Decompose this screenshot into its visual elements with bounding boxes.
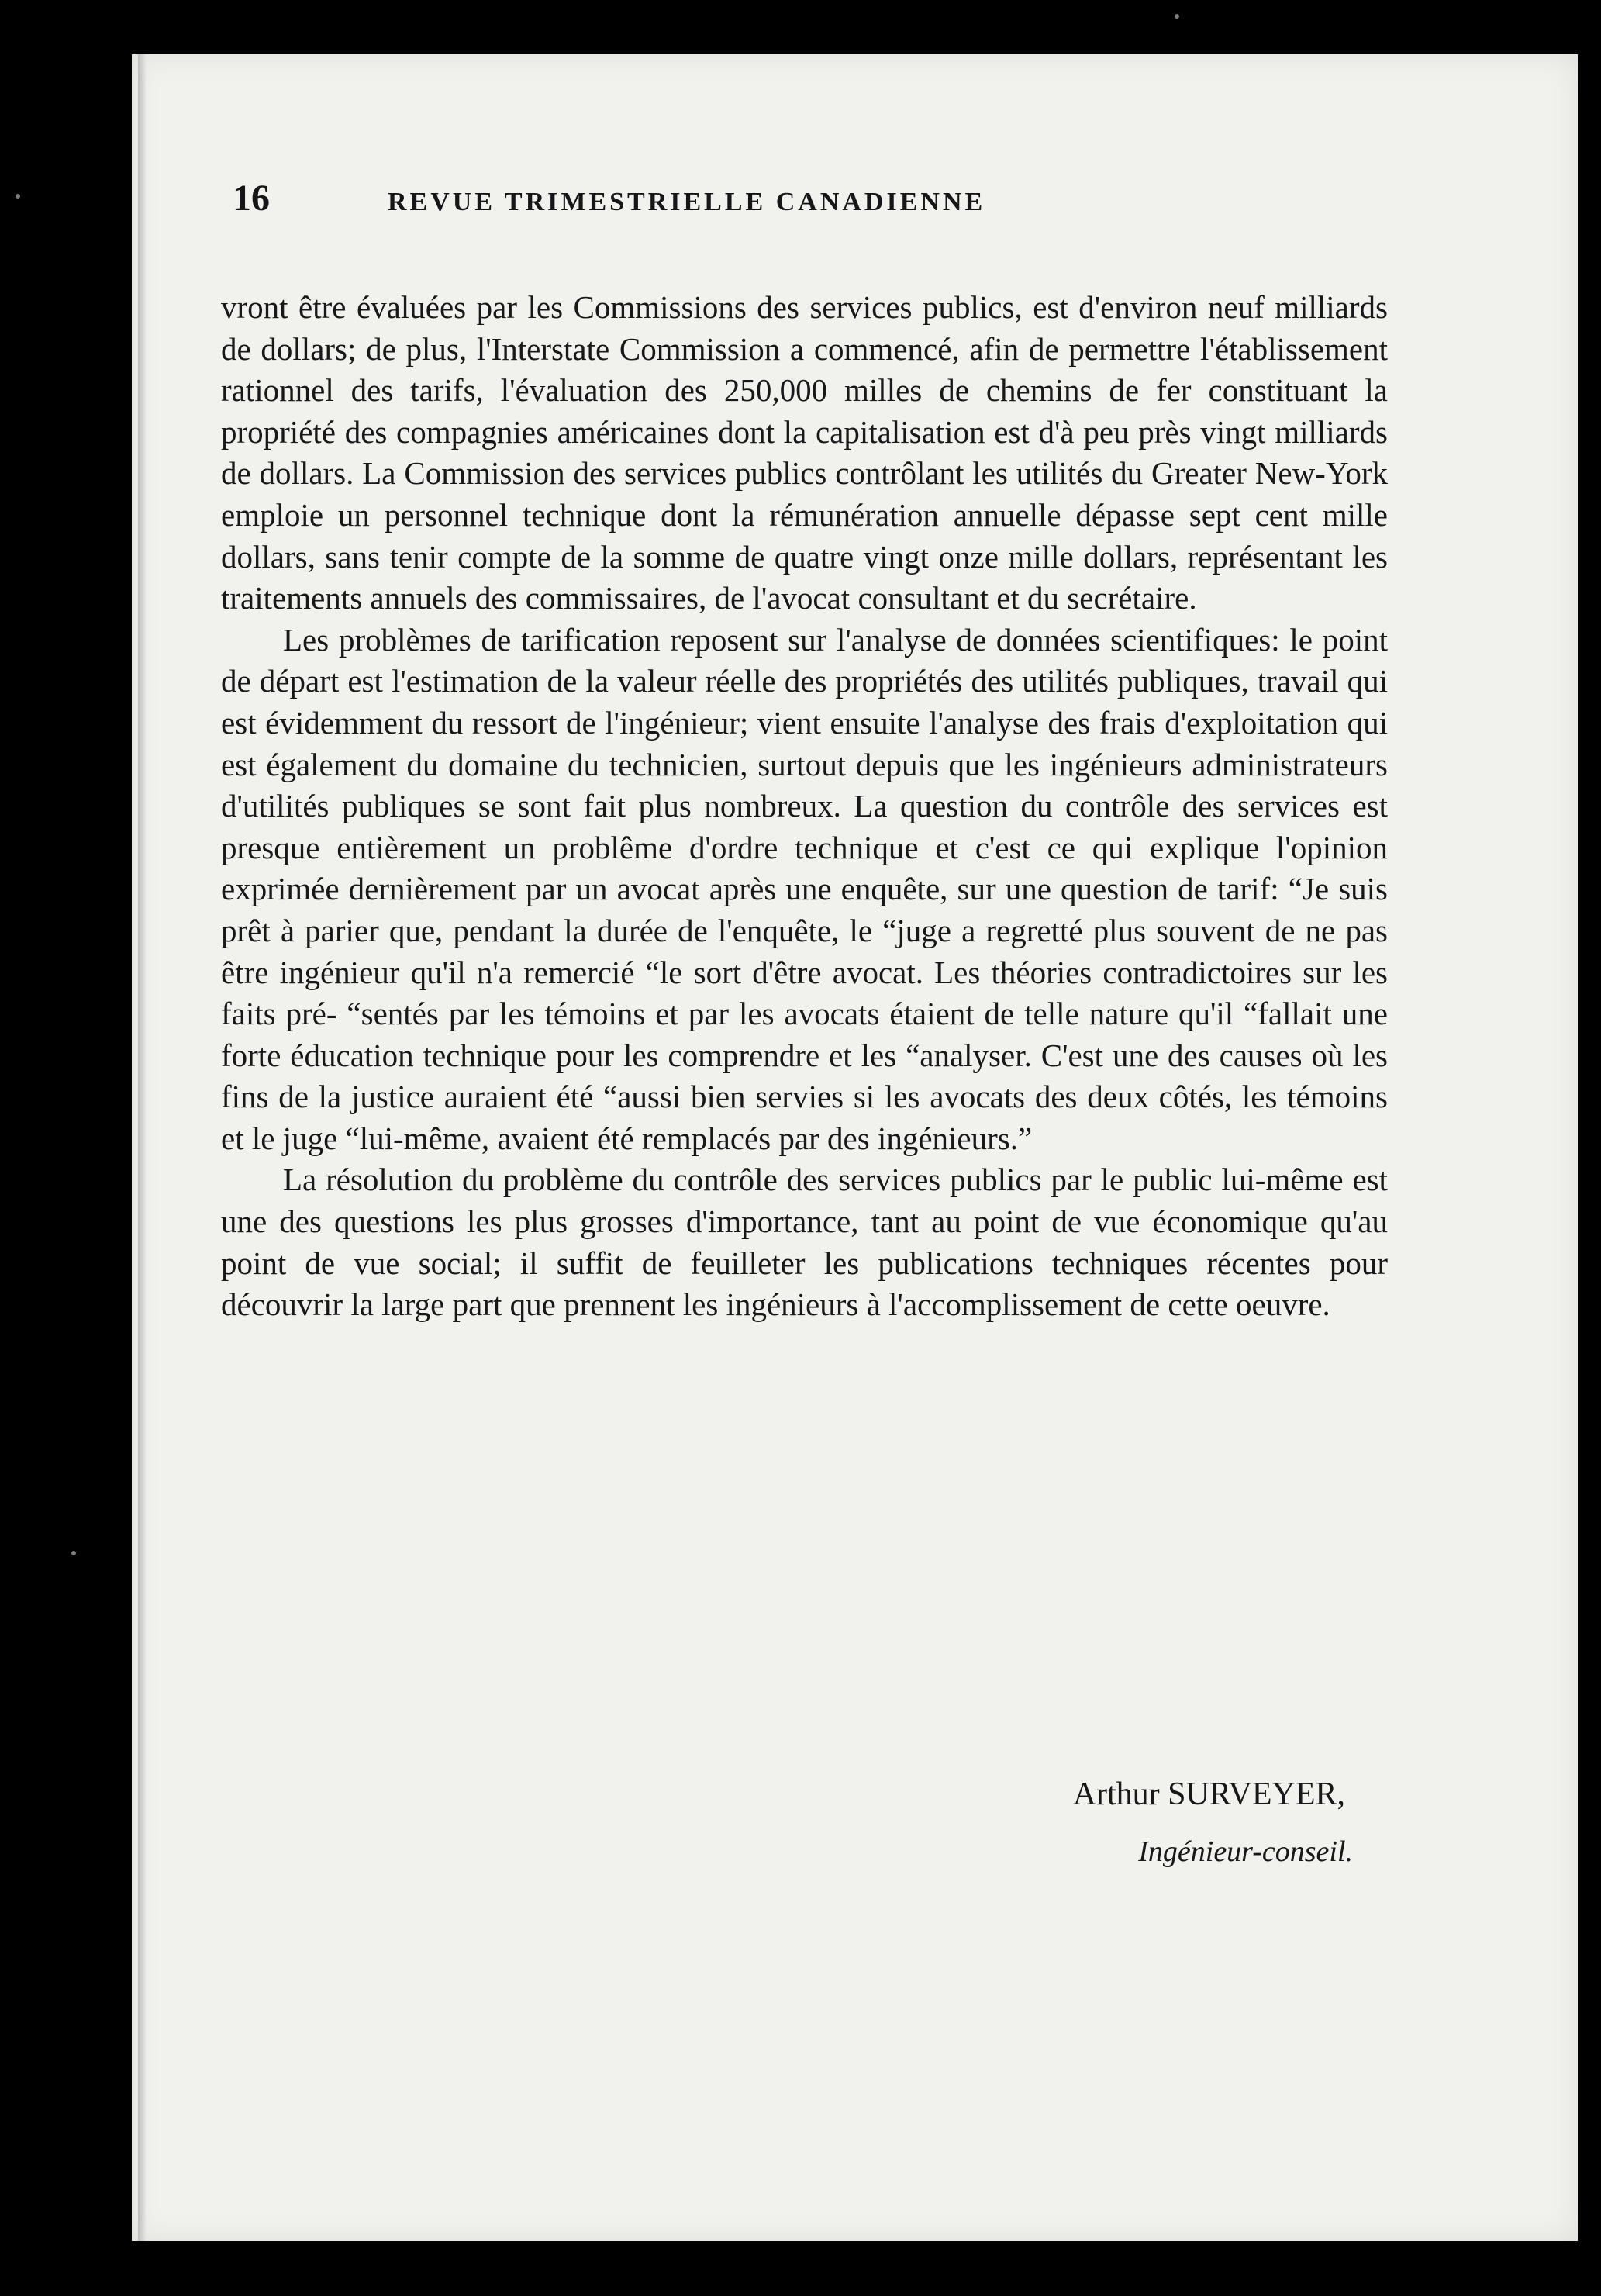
paragraph: vront être évaluées par les Commissions des services publics, est d'environ neuf milliards de dollars; de plus, l'Interstate Commission a commencé, afin de permettre l'établissement rationnel des tarifs, l'évaluation des 250,000 milles de chemins de fer constituant la propriété des compagnies américaines dont la capitalisation est d'à peu près vingt milliards de dollars. La Commission des services publics contrôlant les utilités du Greater New-York emploie un personnel technique dont la rémunération annuelle dépasse sept cent mille dollars, sans tenir compte de la somme de quatre vingt onze mille dollars, représentant les traitements annuels des commissaires, de l'avocat consultant et du secrétaire. (221, 289, 1388, 616)
scan-speck (16, 194, 20, 199)
article-body (221, 287, 1388, 1326)
paragraph: La résolution du problème du contrôle des services publics par le public lui-même est une des questions les plus grosses d'importance, tant au point de vue économique qu'au point de vue social; il suffit de feuilleter les publications techniques récentes pour découvrir la large part que prennent les ingénieurs à l'accomplissement de cette oeuvre. (221, 1162, 1388, 1323)
page-header (233, 177, 1388, 231)
running-head: REVUE TRIMESTRIELLE CANADIENNE (388, 188, 986, 216)
page-number: 16 (233, 178, 270, 219)
scan-speck (71, 1551, 76, 1555)
author-name: Arthur SURVEYER, (1072, 1776, 1345, 1812)
signature-block (1072, 1776, 1353, 1869)
author-title: Ingénieur-conseil. (1138, 1835, 1353, 1868)
page-binding-edge (138, 54, 146, 2241)
paragraph: Les problèmes de tarification reposent sur l'analyse de données scientifiques: le point de départ est l'estimation de la valeur réelle des propriétés des utilités publiques, travail qui est évidemment du ressort de l'ingénieur; vient ensuite l'analyse des frais d'exploitation qui est également du domaine du technicien, surtout depuis que les ingénieurs administrateurs d'utilités publiques se sont fait plus nombreux. La question du contrôle des services est presque entièrement un problême d'ordre technique et c'est ce qui explique l'opinion exprimée dernièrement par un avocat après une enquête, sur une question de tarif: “Je suis prêt à parier que, pendant la durée de l'enquête, le “juge a regretté plus souvent de ne pas être ingénieur qu'il n'a remercié “le sort d'être avocat. Les théories contradictoires sur les faits pré- “sentés par les témoins et par les avocats étaient de telle nature qu'il “fallait une forte éducation technique pour les comprendre et les “analyser. C'est une des causes où les fins de la justice auraient été “aussi bien servies si les avocats des deux côtés, les témoins et le juge “lui-même, avaient été remplacés par des ingénieurs.” (221, 621, 1388, 1156)
scan-speck (1175, 14, 1179, 19)
